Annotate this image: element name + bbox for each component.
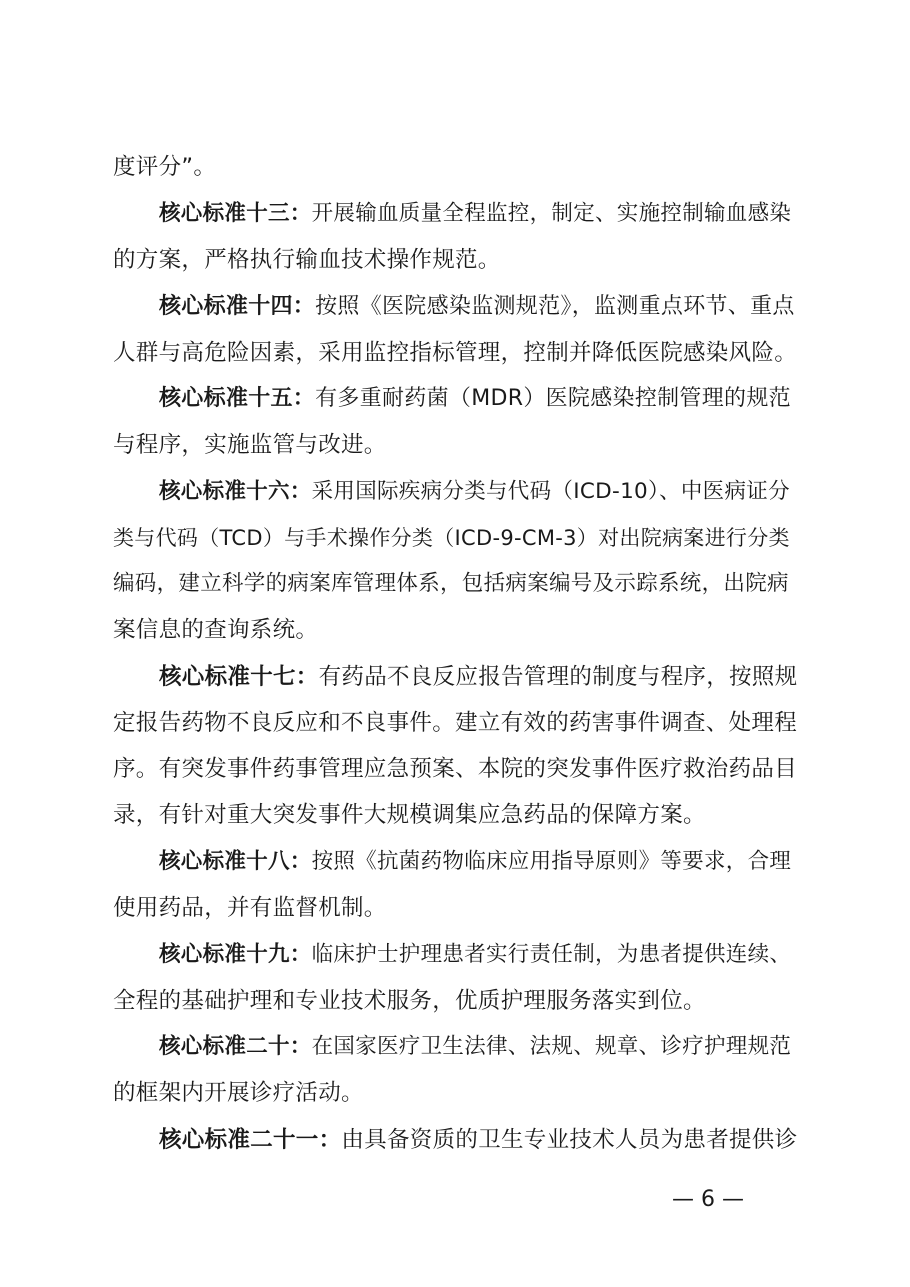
standard-21-line: 核心标准二十一：由具备资质的卫生专业技术人员为患者提供诊 — [159, 1127, 798, 1153]
standard-label: 核心标准十九： — [159, 942, 312, 967]
paragraph-line: 使用药品，并有监督机制。 — [113, 895, 387, 921]
standard-14-line: 核心标准十四：按照《医院感染监测规范》，监测重点环节、重点 — [159, 294, 795, 319]
standard-label: 核心标准十三： — [159, 201, 312, 226]
paragraph-line: 案信息的查询系统。 — [113, 617, 319, 643]
paragraph-line: 度评分”。 — [113, 154, 217, 180]
standard-label: 核心标准十五： — [159, 386, 316, 411]
standard-17-line: 核心标准十七：有药品不良反应报告管理的制度与程序，按照规 — [159, 664, 798, 690]
standard-15-line: 核心标准十五：有多重耐药菌（MDR）医院感染控制管理的规范 — [159, 386, 791, 411]
page-number: — 6 — — [672, 1187, 744, 1212]
standard-label: 核心标准十六： — [159, 479, 312, 504]
paragraph-line: 人群与高危险因素，采用监控指标管理，控制并降低医院感染风险。 — [113, 340, 798, 366]
standard-label: 核心标准二十： — [159, 1034, 312, 1059]
paragraph-line: 序。有突发事件药事管理应急预案、本院的突发事件医疗救治药品目 — [113, 756, 798, 782]
paragraph-line: 的框架内开展诊疗活动。 — [113, 1080, 364, 1106]
paragraph-line: 类与代码（TCD）与手术操作分类（ICD-9-CM-3）对出院病案进行分类 — [113, 526, 790, 550]
standard-19-line: 核心标准十九：临床护士护理患者实行责任制，为患者提供连续、 — [159, 942, 792, 967]
paragraph-line: 定报告药物不良反应和不良事件。建立有效的药害事件调查、处理程 — [113, 710, 798, 736]
paragraph-line: 的方案，严格执行输血技术操作规范。 — [113, 247, 501, 273]
standard-20-line: 核心标准二十：在国家医疗卫生法律、法规、规章、诊疗护理规范 — [159, 1034, 792, 1059]
standard-18-line: 核心标准十八：按照《抗菌药物临床应用指导原则》等要求，合理 — [159, 849, 792, 874]
standard-label: 核心标准十七： — [159, 664, 319, 690]
paragraph-line: 编码，建立科学的病案库管理体系，包括病案编号及示踪系统，出院病 — [113, 571, 789, 596]
standard-label: 核心标准二十一： — [159, 1127, 342, 1153]
standard-16-line: 核心标准十六：采用国际疾病分类与代码（ICD-10）、中医病证分 — [159, 479, 790, 504]
standard-13-line: 核心标准十三：开展输血质量全程监控，制定、实施控制输血感染 — [159, 201, 792, 226]
standard-label: 核心标准十八： — [159, 849, 312, 874]
standard-label: 核心标准十四： — [159, 294, 316, 319]
paragraph-line: 全程的基础护理和专业技术服务，优质护理服务落实到位。 — [113, 988, 706, 1014]
paragraph-line: 录，有针对重大突发事件大规模调集应急药品的保障方案。 — [113, 802, 706, 828]
paragraph-line: 与程序，实施监管与改进。 — [113, 432, 387, 458]
